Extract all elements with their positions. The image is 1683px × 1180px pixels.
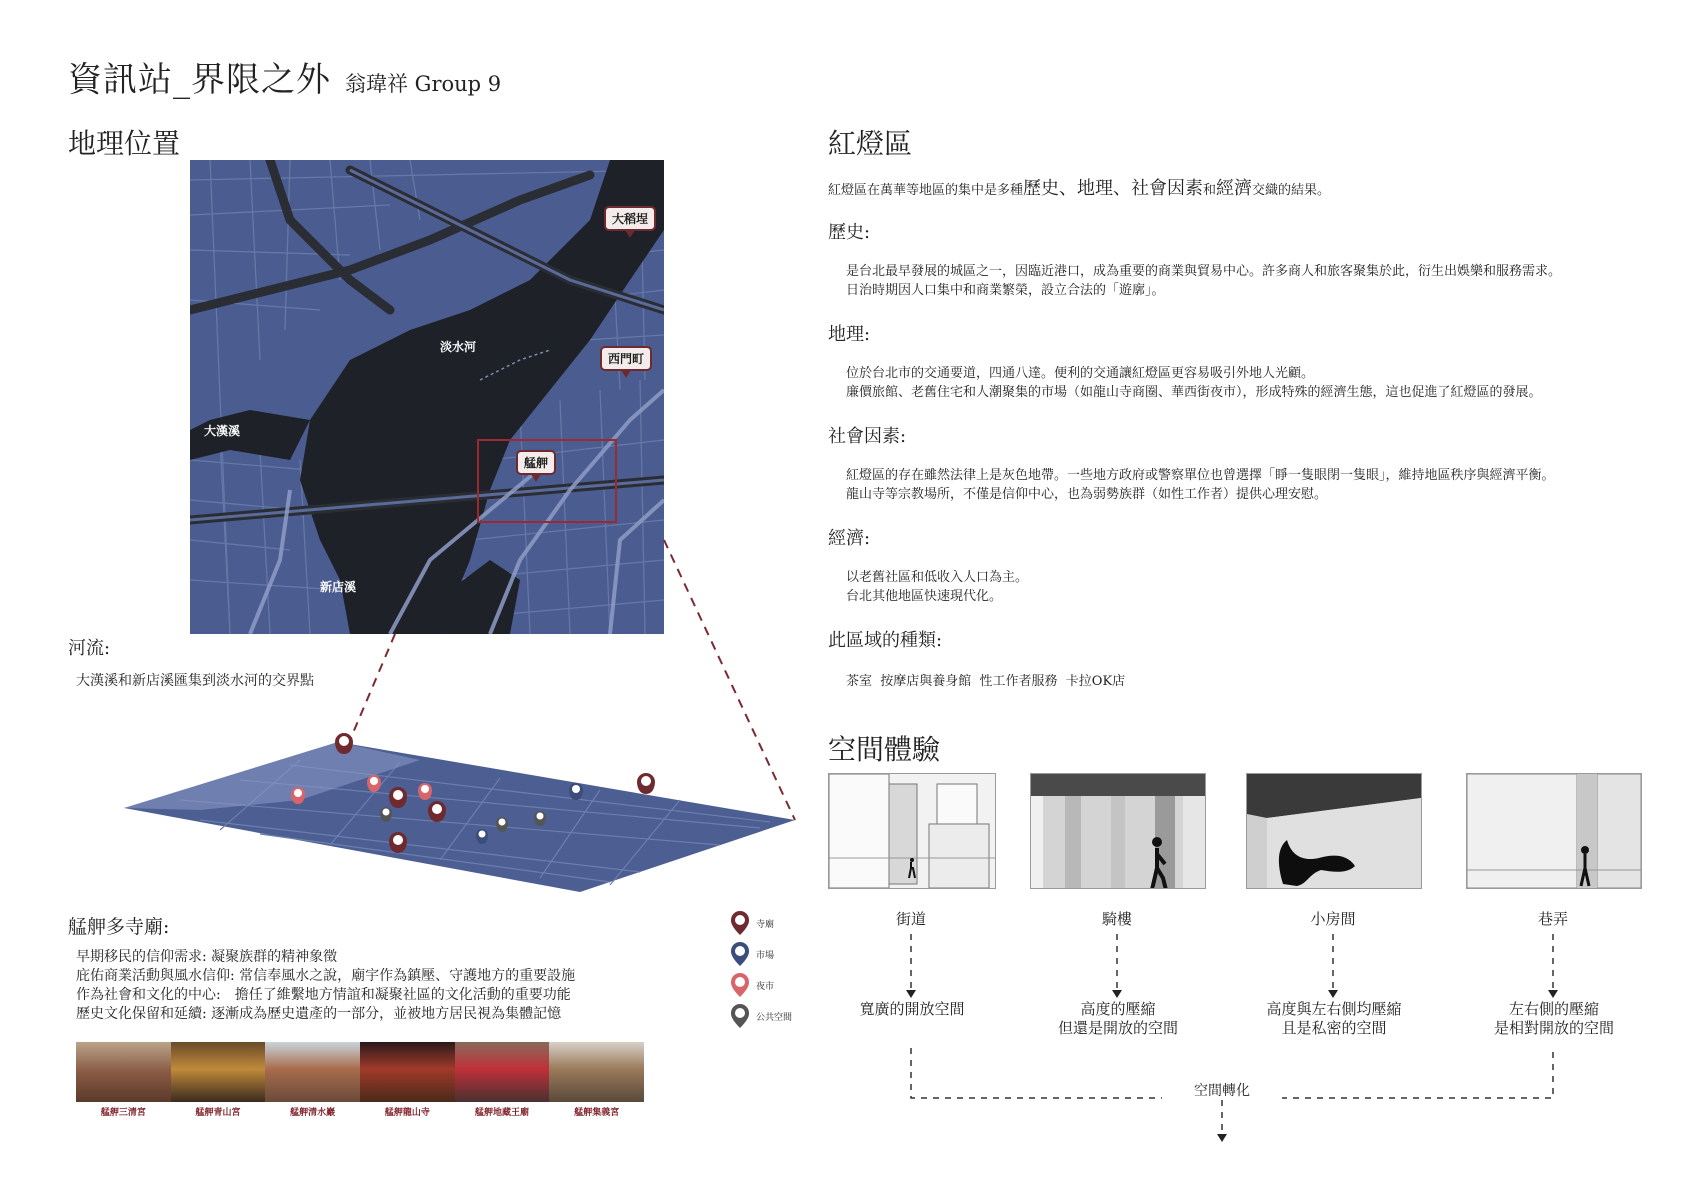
label-ximending: 西門町 — [600, 346, 652, 371]
transform-label: 空間轉化 — [1162, 1080, 1282, 1100]
result-street — [812, 1000, 1012, 1019]
label-xindian-creek: 新店溪 — [320, 580, 357, 594]
intro-text: 交織的結果。 — [1252, 183, 1331, 198]
result-line: 高度的壓縮 — [1080, 1000, 1156, 1018]
geography-heading: 地理: — [828, 324, 871, 345]
result-line: 但還是開放的空間 — [1057, 1019, 1178, 1037]
social-line: 紅燈區的存在雖然法律上是灰色地帶。一些地方政府或警察單位也曾選擇「睜一隻眼閉一隻眼」，維持地區秩序與經濟平衡。 — [846, 468, 1555, 483]
label-monga: 艋舺 — [516, 450, 556, 475]
intro-emphasis: 經濟 — [1216, 178, 1253, 199]
result-line: 是相對開放的空間 — [1493, 1019, 1614, 1037]
economy-heading: 經濟: — [828, 528, 871, 549]
geography-line: 廉價旅館、老舊住宅和人潮聚集的市場（如龍山寺商圈、華西街夜市），形成特殊的經濟生態，這也促進了紅燈區的發展。 — [846, 385, 1542, 400]
legend-label: 公共空間 — [756, 1012, 793, 1023]
river-heading: 河流: — [68, 638, 111, 659]
temple-reason: 庇佑商業活動與風水信仰: 常信奉風水之說，廟宇作為鎮壓、守護地方的重要設施 — [76, 968, 576, 984]
temple-caption: 艋舺集義宮 — [574, 1108, 620, 1118]
location-heading: 地理位置 — [68, 127, 181, 160]
page-subtitle: 翁瑋祥 Group 9 — [345, 72, 502, 96]
legend-label: 夜市 — [756, 981, 775, 992]
types-heading: 此區域的種類: — [828, 630, 943, 651]
result-line: 且是私密的空間 — [1281, 1019, 1387, 1037]
social-heading: 社會因素: — [828, 426, 907, 447]
label-dadaocheng: 大稻埕 — [604, 206, 656, 231]
economy-line: 以老舊社區和低收入人口為主。 — [846, 570, 1029, 585]
river-text: 大漢溪和新店溪匯集到淡水河的交界點 — [76, 673, 314, 689]
result-small-room — [1234, 1000, 1434, 1038]
space-heading: 空間體驗 — [828, 733, 941, 766]
temple-reason: 早期移民的信仰需求: 凝聚族群的精神象徵 — [76, 949, 338, 965]
temple-reason: 歷史文化保留和延續: 逐漸成為歷史遺產的一部分，並被地方居民視為集體記憶 — [76, 1006, 562, 1022]
legend-label: 市場 — [756, 950, 775, 961]
label-tamsui-river: 淡水河 — [440, 340, 477, 354]
intro-text: 和 — [1203, 183, 1217, 198]
types-text: 茶室 按摩店與養身館 性工作者服務 卡拉OK店 — [846, 674, 1126, 689]
temple-caption: 艋舺清水巖 — [290, 1108, 336, 1118]
temple-reason: 作為社會和文化的中心: 擔任了維繫地方情誼和凝聚社區的文化活動的重要功能 — [76, 987, 571, 1003]
intro-text: 紅燈區在萬華等地區的集中是多種 — [828, 183, 1024, 198]
legend-label: 寺廟 — [756, 919, 775, 930]
panel-label-arcade: 騎樓 — [1101, 910, 1132, 928]
temple-caption: 艋舺青山宮 — [195, 1108, 241, 1118]
title-text: 資訊站_界限之外 — [68, 60, 331, 100]
history-heading: 歷史: — [828, 222, 871, 243]
result-arcade — [1018, 1000, 1218, 1038]
temples-heading: 艋舺多寺廟: — [68, 916, 170, 938]
label-dahan-creek: 大漢溪 — [204, 424, 241, 438]
panel-label-small-room: 小房間 — [1310, 910, 1356, 928]
social-line: 龍山寺等宗教場所，不僅是信仰中心，也為弱勢族群（如性工作者）提供心理安慰。 — [846, 487, 1328, 502]
geography-line: 位於台北市的交通要道，四通八達。便利的交通讓紅燈區更容易吸引外地人光顧。 — [846, 366, 1315, 381]
result-line: 左右側的壓縮 — [1508, 1000, 1599, 1018]
history-line: 日治時期因人口集中和商業繁榮，設立合法的「遊廓」。 — [846, 283, 1165, 298]
temple-caption: 艋舺地藏王廟 — [475, 1108, 530, 1118]
panel-label-street: 街道 — [895, 910, 926, 928]
panel-label-alley: 巷弄 — [1537, 910, 1568, 928]
red-light-heading: 紅燈區 — [828, 127, 913, 160]
history-line: 是台北最早發展的城區之一，因臨近港口，成為重要的商業與貿易中心。許多商人和旅客聚集於此，衍生出娛樂和服務需求。 — [846, 264, 1562, 279]
result-alley — [1454, 1000, 1654, 1038]
intro-emphasis: 歷史、地理、社會因素 — [1023, 178, 1204, 199]
result-line: 寬廣的開放空間 — [859, 1000, 965, 1018]
result-line: 高度與左右側均壓縮 — [1266, 1000, 1402, 1018]
temple-caption: 艋舺三清宮 — [100, 1108, 146, 1118]
temple-caption: 艋舺龍山寺 — [384, 1108, 430, 1118]
economy-line: 台北其他地區快速現代化。 — [846, 589, 1003, 604]
